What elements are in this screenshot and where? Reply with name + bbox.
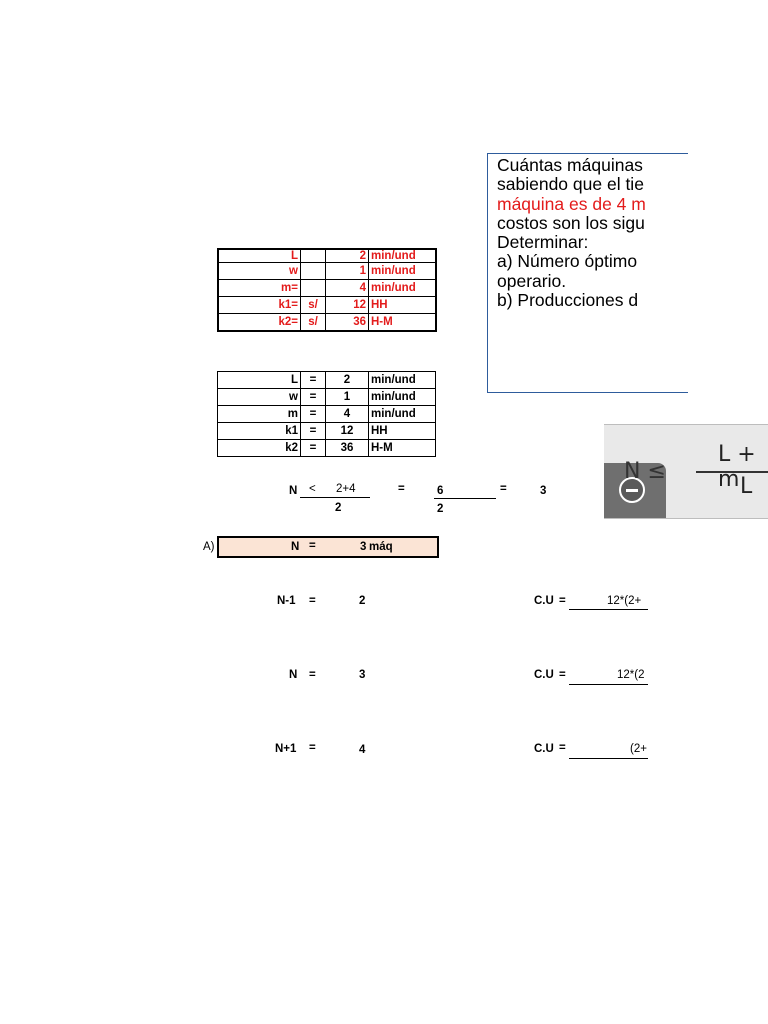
value-cell: 2 bbox=[326, 372, 369, 389]
sym-cell: s/ bbox=[301, 314, 326, 332]
var-cell: w bbox=[218, 263, 301, 280]
data-table-red bbox=[217, 248, 437, 332]
unit-cell: min/und bbox=[369, 249, 437, 263]
problem-line: Determinar: bbox=[497, 232, 589, 253]
row-value: 4 bbox=[359, 744, 366, 756]
value-cell: 1 bbox=[326, 263, 369, 280]
cu-eq: = bbox=[559, 669, 566, 681]
var-cell: k1= bbox=[218, 297, 301, 314]
value-cell: 36 bbox=[326, 440, 369, 457]
var-cell: k2= bbox=[218, 314, 301, 332]
cu-expression: 12*(2+ bbox=[607, 595, 642, 607]
unit-cell: H-M bbox=[369, 314, 437, 332]
unit-cell: HH bbox=[369, 297, 437, 314]
calc-equals-2: = bbox=[500, 483, 507, 495]
fraction-bar-2 bbox=[434, 498, 496, 499]
unit-cell: min/und bbox=[369, 372, 436, 389]
unit-cell: min/und bbox=[369, 389, 436, 406]
problem-text-box bbox=[487, 153, 688, 393]
cu-label: C.U bbox=[534, 743, 554, 755]
calc-n-label: N bbox=[289, 485, 298, 497]
sym-cell: s/ bbox=[301, 297, 326, 314]
calc-less-than: < bbox=[309, 483, 316, 495]
unit-cell: HH bbox=[369, 423, 436, 440]
cu-label: C.U bbox=[534, 595, 554, 607]
cu-fraction-bar bbox=[569, 684, 648, 685]
cu-fraction-bar bbox=[569, 758, 648, 759]
eq-cell: = bbox=[301, 372, 326, 389]
problem-line: sabiendo que el tie bbox=[497, 174, 644, 195]
row-value: 2 bbox=[359, 595, 366, 607]
eq-cell: = bbox=[301, 440, 326, 457]
problem-line: a) Número óptimo bbox=[497, 251, 638, 272]
row-n-label: N-1 bbox=[277, 595, 296, 607]
var-cell: w bbox=[218, 389, 301, 406]
formula-image bbox=[604, 424, 768, 519]
unit-cell: min/und bbox=[369, 263, 437, 280]
problem-line: costos son los sigu bbox=[497, 212, 645, 233]
answer-a-value: 3 bbox=[360, 541, 367, 553]
row-value: 3 bbox=[359, 669, 366, 681]
table-row bbox=[218, 297, 436, 314]
value-cell: 4 bbox=[326, 406, 369, 423]
value-cell: 2 bbox=[326, 249, 369, 263]
unit-cell: min/und bbox=[369, 280, 437, 297]
calc-equals-1: = bbox=[398, 483, 405, 495]
var-cell: m= bbox=[218, 280, 301, 297]
var-cell: k2 bbox=[218, 440, 301, 457]
table-row bbox=[218, 389, 436, 406]
var-cell: L bbox=[218, 249, 301, 263]
var-cell: m bbox=[218, 406, 301, 423]
cu-eq: = bbox=[559, 595, 566, 607]
cu-eq: = bbox=[559, 742, 566, 754]
fraction-bar-1 bbox=[300, 497, 370, 498]
row-eq: = bbox=[309, 742, 316, 754]
calc-numerator-1: 2+4 bbox=[336, 483, 356, 495]
calc-numerator-2: 6 bbox=[437, 485, 444, 497]
sym-cell bbox=[301, 249, 326, 263]
unit-cell: min/und bbox=[369, 406, 436, 423]
cu-label: C.U bbox=[534, 669, 554, 681]
row-n-label: N bbox=[289, 669, 298, 681]
problem-line: Cuántas máquinas bbox=[497, 155, 643, 175]
table-row bbox=[218, 249, 436, 263]
table-row bbox=[218, 423, 436, 440]
formula-fraction-bar bbox=[696, 471, 768, 473]
formula-left: N ≤ bbox=[624, 459, 666, 484]
sym-cell bbox=[301, 263, 326, 280]
cu-fraction-bar bbox=[569, 609, 648, 610]
problem-line-highlight: máquina es de 4 m bbox=[497, 193, 646, 214]
table-row bbox=[218, 263, 436, 280]
data-table bbox=[217, 371, 436, 457]
table-row bbox=[218, 440, 436, 457]
table-row bbox=[218, 372, 436, 389]
problem-line: b) Producciones d bbox=[497, 290, 639, 311]
value-cell: 36 bbox=[326, 314, 369, 332]
var-cell: k1 bbox=[218, 423, 301, 440]
var-cell: L bbox=[218, 372, 301, 389]
formula-denominator: L bbox=[740, 474, 753, 499]
row-n-label: N+1 bbox=[275, 743, 297, 755]
cu-expression: 12*(2 bbox=[617, 669, 645, 681]
calc-denominator-2: 2 bbox=[437, 503, 444, 515]
answer-a-label: A) bbox=[203, 541, 215, 553]
eq-cell: = bbox=[301, 406, 326, 423]
problem-text bbox=[497, 156, 688, 310]
answer-a-var: N bbox=[291, 541, 300, 553]
row-eq: = bbox=[309, 595, 316, 607]
eq-cell: = bbox=[301, 389, 326, 406]
calc-result: 3 bbox=[540, 485, 547, 497]
right-clip bbox=[648, 560, 768, 820]
calc-denominator-1: 2 bbox=[335, 502, 342, 514]
eq-cell: = bbox=[301, 423, 326, 440]
answer-a-eq: = bbox=[309, 540, 316, 552]
answer-a-box bbox=[217, 536, 439, 558]
value-cell: 12 bbox=[326, 423, 369, 440]
table-row bbox=[218, 406, 436, 423]
formula-numerator: L + m bbox=[718, 442, 756, 492]
table-row bbox=[218, 314, 436, 332]
answer-a-unit: máq bbox=[369, 541, 393, 553]
row-eq: = bbox=[309, 669, 316, 681]
unit-cell: H-M bbox=[369, 440, 436, 457]
value-cell: 4 bbox=[326, 280, 369, 297]
cu-expression: (2+ bbox=[630, 743, 647, 755]
value-cell: 12 bbox=[326, 297, 369, 314]
table-row bbox=[218, 280, 436, 297]
value-cell: 1 bbox=[326, 389, 369, 406]
problem-line: operario. bbox=[497, 270, 567, 291]
sym-cell bbox=[301, 280, 326, 297]
